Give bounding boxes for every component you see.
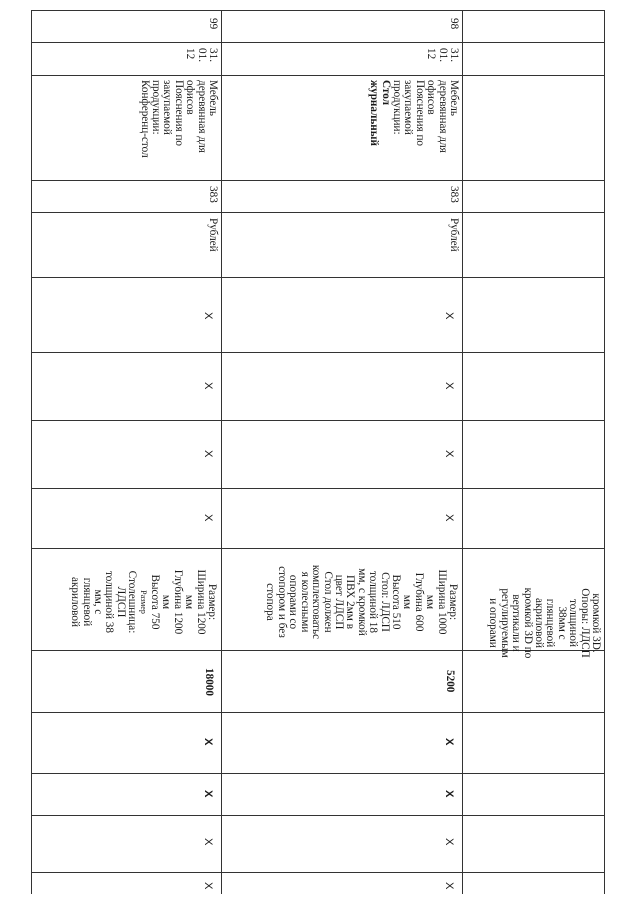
table-border — [31, 815, 604, 816]
table-border — [31, 277, 604, 278]
table-border — [31, 352, 604, 353]
table-border — [31, 10, 604, 11]
row-number: 98 — [448, 18, 460, 30]
x-mark: Х — [443, 514, 455, 522]
description-small-note: Размер — [138, 590, 148, 614]
table-border — [31, 180, 604, 181]
table-border — [31, 712, 604, 713]
x-mark: Х — [202, 450, 214, 458]
okei-code: 383 — [448, 186, 460, 203]
table-border — [31, 488, 604, 489]
description-text: кромкой 3D. Опоры: ЛДСП толщиной 38мм с глянцевой акриловой кромкой 3D по вертикали и регулируемым и опорами — [487, 587, 602, 659]
x-mark: Х — [443, 790, 455, 798]
x-mark: Х — [202, 514, 214, 522]
table-border — [31, 420, 604, 421]
okpd-code: 31. 01. 12 — [184, 48, 219, 62]
x-mark: Х — [202, 838, 214, 846]
description-text — [69, 556, 217, 648]
x-mark: Х — [443, 838, 455, 846]
table-border — [31, 212, 604, 213]
x-mark: Х — [443, 312, 455, 320]
x-mark: Х — [443, 882, 455, 890]
product-name-bold: Стол журнальный — [368, 80, 392, 146]
table-border — [221, 10, 222, 894]
x-mark: Х — [202, 382, 214, 390]
table-border — [31, 10, 32, 894]
row-number: 99 — [207, 18, 219, 30]
table-border — [604, 10, 605, 894]
price-value: 18000 — [203, 668, 215, 696]
table-border — [31, 42, 604, 43]
table-border — [31, 75, 604, 76]
product-name-plain: Мебель деревянная для офисов Пояснения по закупаемой продукции: — [390, 80, 460, 153]
x-mark: Х — [443, 450, 455, 458]
price-value: 5200 — [444, 670, 456, 693]
x-mark: Х — [202, 312, 214, 320]
unit-name: Рублей — [448, 218, 460, 252]
x-mark: Х — [202, 882, 214, 890]
product-name: Мебель деревянная для офисов Пояснения по закупаемой продукции: Конференц-стол — [138, 80, 219, 158]
okpd-code: 31. 01. 12 — [425, 48, 460, 62]
table-border — [462, 10, 463, 894]
description-text: Размер: Ширина 1000 мм Глубина 600 мм Высота 510 Стол: ЛДСП толщиной 18 мм, с кромкой ПВХ 2мм в цвет ЛДСП Стол должен комплектоватьс я колесными опорами со стопором и без стопора — [264, 564, 459, 640]
x-mark: Х — [202, 790, 214, 798]
product-name — [368, 80, 459, 180]
description-size-label: Размер: — [206, 583, 218, 621]
x-mark: Х — [443, 738, 455, 746]
okei-code: 383 — [207, 186, 219, 203]
unit-name: Рублей — [207, 218, 219, 252]
table-border — [31, 548, 604, 549]
x-mark: Х — [202, 738, 214, 746]
description-dimensions: Ширина 1200 мм Глубина 1200 мм Высота 750 — [148, 569, 207, 635]
x-mark: Х — [443, 382, 455, 390]
table-border — [31, 773, 604, 774]
description-tabletop: Столешница: ЛДСП толщиной 38 мм, с глянцевой акриловой — [69, 570, 139, 634]
table-border — [31, 872, 604, 873]
